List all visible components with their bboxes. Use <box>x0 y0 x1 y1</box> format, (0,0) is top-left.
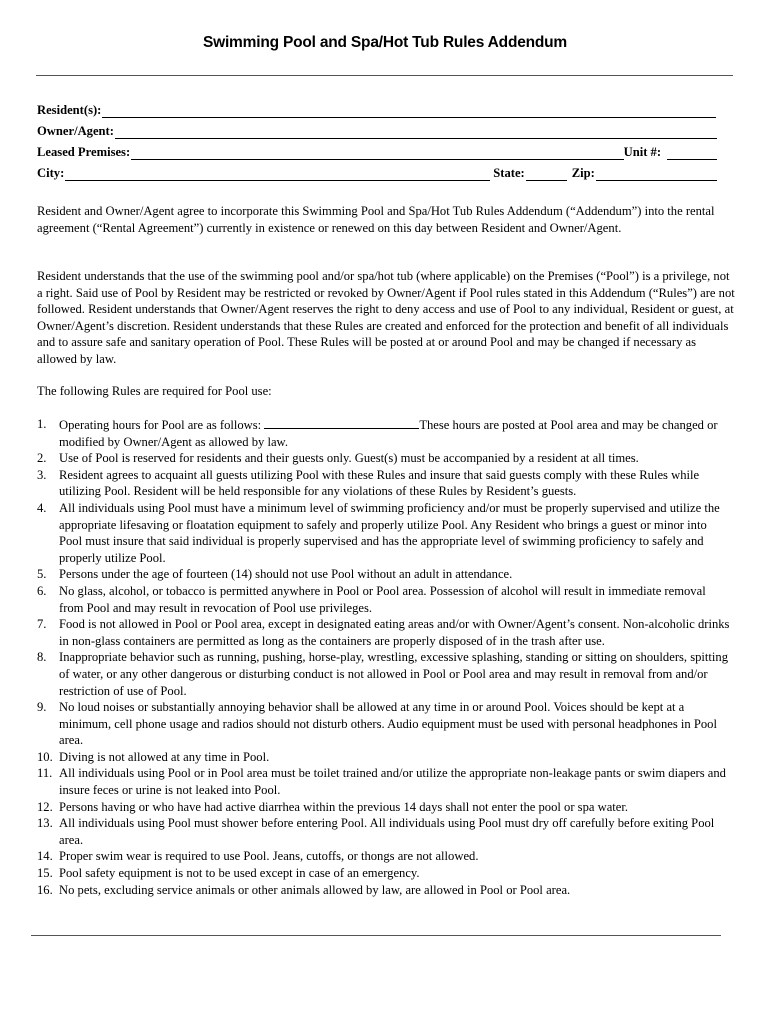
rule-number: 6. <box>37 583 47 598</box>
footer-divider <box>31 935 721 936</box>
rule-text: Pool safety equipment is not to be used except in case of an emergency. <box>59 866 420 881</box>
residents-row <box>37 97 717 118</box>
rule-text: Use of Pool is reserved for residents and their guests only. Guest(s) must be accompanied by a resident at all times. <box>59 451 639 466</box>
rule-number: 1. <box>37 417 47 431</box>
rule-number: 9. <box>37 700 47 715</box>
owner-row <box>37 118 717 139</box>
state-label: State: <box>493 166 525 180</box>
rule-number: 2. <box>37 451 47 466</box>
rule-text: All individuals using Pool must shower before entering Pool. All individuals using Pool must dry off carefully before exiting Pool area. <box>59 816 715 847</box>
owner-field[interactable] <box>115 124 717 139</box>
city-field[interactable] <box>65 166 490 181</box>
rule-text: No loud noises or substantially annoying behavior shall be allowed at any time in or around Pool. Voices should be kept at a minimum, cell phone usage and radios should not disturb others. Audio equipment must be used with personal headphones in Pool area. <box>59 700 717 748</box>
rule-item <box>37 467 732 500</box>
privilege-paragraph: Resident understands that the use of the swimming pool and/or spa/hot tub (where applicable) on the Premises (“Pool”) is a privilege, not a right. Said use of Pool by Resident may be restricted or revoked by Owner/Agent if Pool rules stated in this Addendum (“Rules”) are not followed. Resident understands that Owner/Agent reserves the right to deny access and use of Pool to any individual, Resident or guest, at Owner/Agent’s discretion. Resident understands that these Rules are created and enforced for the protection and benefit of all individuals and to assure safe and sanitary operation of Pool. These Rules will be posted at or around Pool and may be changed if necessary as allowed by law. <box>37 269 735 366</box>
rule-number: 16. <box>37 882 53 897</box>
rule-item <box>37 848 732 865</box>
rule-item <box>37 583 732 616</box>
document-title: Swimming Pool and Spa/Hot Tub Rules Addendum <box>202 34 568 51</box>
rule-text: Inappropriate behavior such as running, pushing, horse-play, wrestling, excessive splashing, standing or sitting on shoulders, spitting of water, or any other dangerous or disturbing conduct is not allowed in Pool or Pool area and may result in removal from and/or restriction of use of Pool. <box>59 650 728 698</box>
rule-text: All individuals using Pool must have a minimum level of swimming proficiency and/or must be properly supervised and utilize the appropriate lifesaving or floatation equipment to safely and properly utilize Pool. Any Resident who brings a guest or minor into Pool must insure that said individual is properly supervised and has the appropriate level of swimming proficiency to safely and properly utilize Pool. <box>59 500 720 565</box>
rule-number: 15. <box>37 866 53 881</box>
rule-text: No pets, excluding service animals or other animals allowed by law, are allowed in Pool or Pool area. <box>59 882 571 897</box>
rule-number: 8. <box>37 650 47 665</box>
rule-item <box>37 882 732 899</box>
city-row <box>37 160 717 181</box>
premises-field[interactable] <box>131 145 623 160</box>
rule-text: Operating hours for Pool are as follows: <box>59 418 265 432</box>
zip-label: Zip: <box>571 166 595 180</box>
rule-number: 14. <box>37 849 53 864</box>
owner-label: Owner/Agent: <box>37 124 114 138</box>
rule-number: 10. <box>37 749 53 764</box>
unit-label: Unit #: <box>623 145 662 159</box>
rule-number: 12. <box>37 799 53 814</box>
rule-item <box>37 500 732 566</box>
title-divider <box>36 75 733 76</box>
rule-text: Persons having or who have had active diarrhea within the previous 14 days shall not enter the pool or spa water. <box>59 799 629 814</box>
premises-label: Leased Premises: <box>37 145 131 159</box>
rules-intro: The following Rules are required for Pool use: <box>37 384 272 398</box>
intro-paragraph: Resident and Owner/Agent agree to incorporate this Swimming Pool and Spa/Hot Tub Rules Addendum (“Addendum”) into the rental agreement (“Rental Agreement”) currently in existence or renewed on this day between Resident and Owner/Agent. <box>37 204 715 235</box>
rule-item <box>37 699 732 749</box>
rule-item <box>37 416 732 450</box>
rule-text: Resident agrees to acquaint all guests utilizing Pool with these Rules and insure that said guests comply with these Rules while utilizing Pool. Resident will be held responsible for any violations of these Rules by Resident’s guests. <box>59 467 700 499</box>
rule-text: Persons under the age of fourteen (14) should not use Pool without an adult in attendance. <box>59 567 513 582</box>
rule-item <box>37 649 732 699</box>
rule-item <box>37 616 732 649</box>
rule-text: These hours are posted at Pool area and may be changed or modified by Owner/Agent as allowed by law. <box>59 418 718 449</box>
rule-text: Diving is not allowed at any time in Pool. <box>59 749 270 764</box>
premises-row <box>37 139 717 160</box>
residents-label: Resident(s): <box>37 103 102 117</box>
rule-item <box>37 765 732 798</box>
hours-field[interactable] <box>264 416 419 429</box>
residents-field[interactable] <box>102 103 716 118</box>
rule-number: 5. <box>37 567 47 582</box>
rule-text: No glass, alcohol, or tobacco is permitted anywhere in Pool or Pool area. Possession of alcohol will result in immediate removal from Pool and may result in revocation of Pool use privileges. <box>59 583 706 615</box>
rule-item <box>37 799 732 816</box>
rule-number: 7. <box>37 617 47 632</box>
rule-number: 13. <box>37 816 53 831</box>
rule-number: 3. <box>37 467 47 482</box>
unit-field[interactable] <box>667 145 717 160</box>
rule-item <box>37 450 732 467</box>
rule-item <box>37 566 732 583</box>
zip-field[interactable] <box>596 166 717 181</box>
rule-text: Food is not allowed in Pool or Pool area, except in designated eating areas and/or with Owner/Agent’s consent. Non-alcoholic drinks in non-glass containers are permitted as long as the containers are properly disposed of in the trash after use. <box>59 617 730 648</box>
rule-text: All individuals using Pool or in Pool area must be toilet trained and/or utilize the appropriate non-leakage pants or swim diapers and insure feces or urine is not leaked into Pool. <box>59 766 726 798</box>
rule-number: 4. <box>37 500 47 515</box>
rules-list <box>37 416 732 898</box>
rule-item <box>37 865 732 882</box>
rule-item <box>37 815 732 848</box>
state-field[interactable] <box>526 166 567 181</box>
city-label: City: <box>37 166 65 180</box>
rule-item <box>37 749 732 766</box>
rule-text: Proper swim wear is required to use Pool. Jeans, cutoffs, or thongs are not allowed. <box>59 849 479 864</box>
rule-number: 11. <box>37 766 53 781</box>
party-fields <box>37 97 717 181</box>
